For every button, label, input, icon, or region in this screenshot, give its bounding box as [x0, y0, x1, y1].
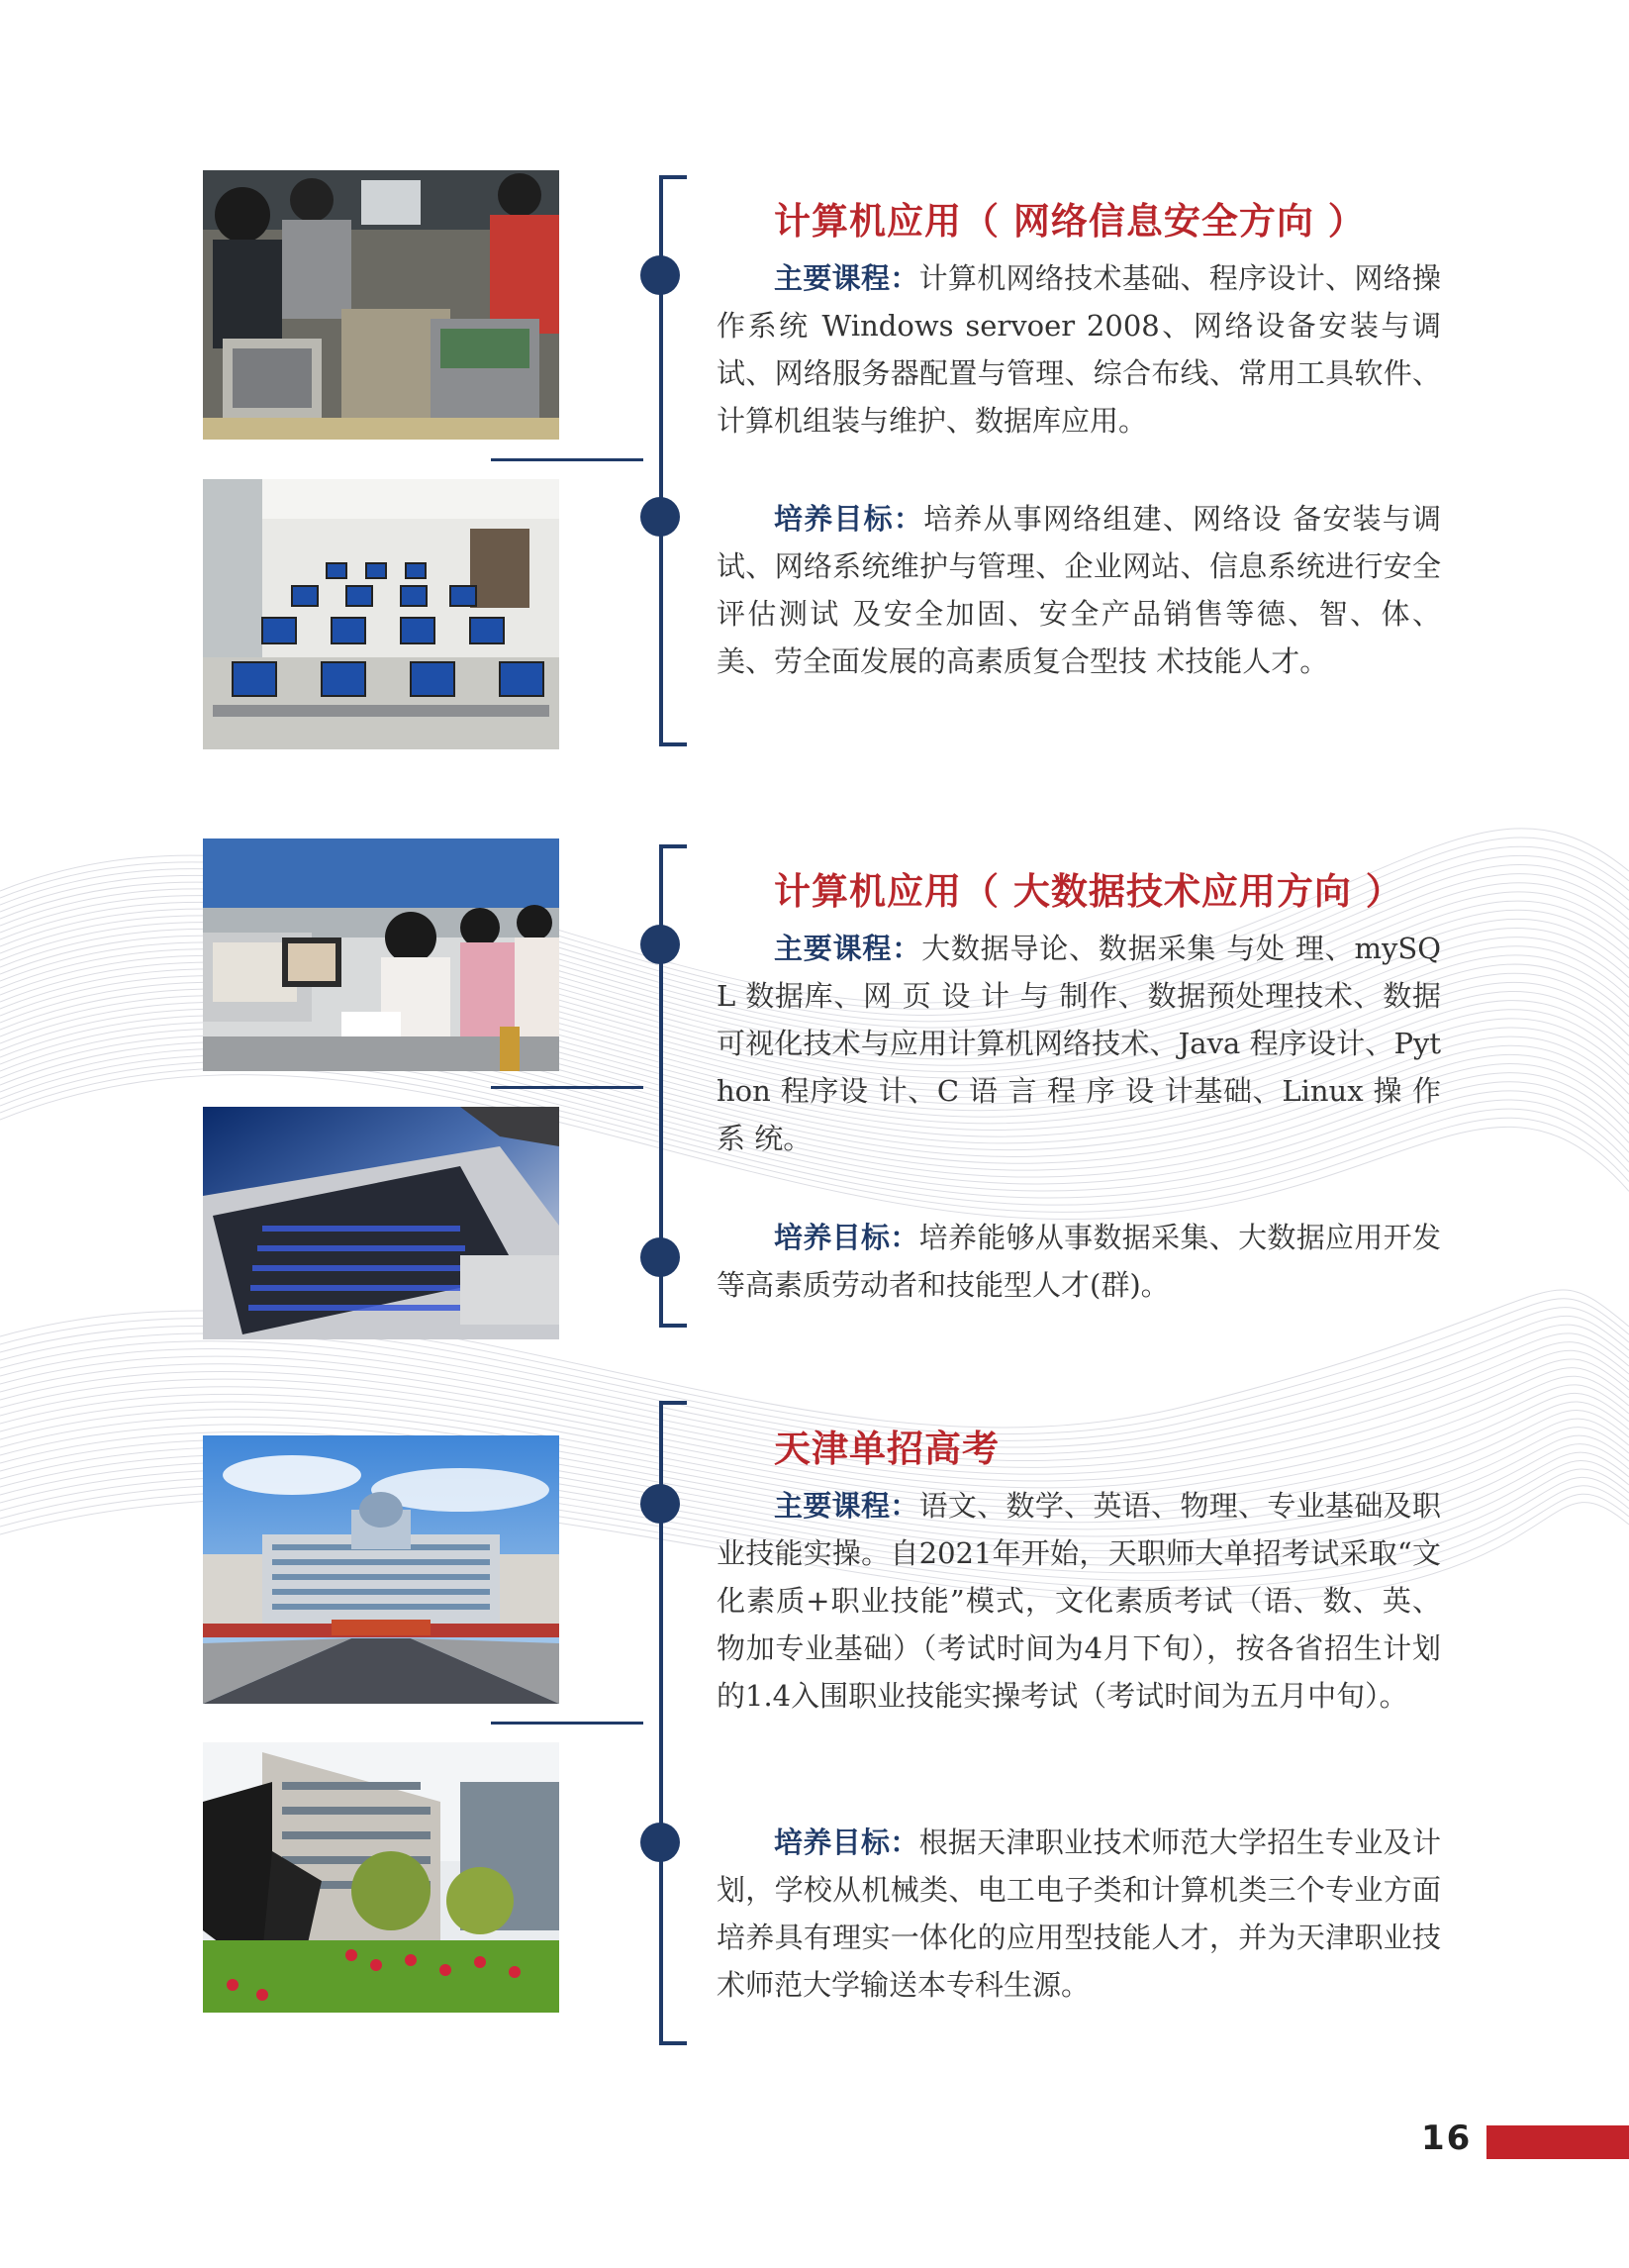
- goal-paragraph: [717, 1819, 1441, 2009]
- courses-text: 计算机网络技术基础、程序设计、网络操作系统 Windows servoer 2008、网络设备安装与调试、网络服务器配置与管理、综合布线、常用工具软件、计算机组装与维护、数据库应用。: [717, 261, 1441, 438]
- goal-text: 培养能够从事数据采集、大数据应用开发等高素质劳动者和技能型人才(群)。: [717, 1221, 1441, 1302]
- photo-campus-building-garden: [203, 1742, 559, 2013]
- goal-text: 根据天津职业技术师范大学招生专业及计划，学校从机械类、电工电子类和计算机类三个专业方面培养具有理实一体化的应用型技能人才，并为天津职业技术师范大学输送本专科生源。: [717, 1825, 1441, 2002]
- courses-text: 语文、数学、英语、物理、专业基础及职业技能实操。自2021年开始，天职师大单招考试采取“文化素质+职业技能”模式，文化素质考试（语、数、英、物加专业基础）（考试时间为4月下旬），按各省招生计划的1.4入围职业技能实操考试（考试时间为五月中旬）。: [717, 1489, 1441, 1713]
- connector-line: [491, 1722, 643, 1725]
- timeline-dot: [640, 497, 680, 537]
- goal-paragraph: [717, 1214, 1441, 1309]
- timeline-dot: [640, 255, 680, 295]
- courses-label: 主要课程：: [774, 261, 919, 295]
- connector-line: [491, 1086, 643, 1089]
- section-title: 计算机应用（ 网络信息安全方向 ）: [774, 200, 1366, 243]
- photo-university-main-building: [203, 1435, 559, 1704]
- courses-label: 主要课程：: [774, 1489, 919, 1523]
- goal-text: 培养从事网络组建、网络设 备安装与调试、网络系统维护与管理、企业网站、信息系统进行安全评估测试 及安全加固、安全产品销售等德、智、体、美、劳全面发展的高素质复合型技 术技能人才。: [717, 502, 1441, 678]
- photo-computer-lab-room: [203, 479, 559, 749]
- photo-laptop-keyboard-data: [203, 1107, 559, 1339]
- timeline-bracket: [659, 175, 689, 746]
- connector-line: [491, 458, 643, 461]
- courses-paragraph: [717, 1482, 1441, 1720]
- timeline-dot: [640, 1237, 680, 1277]
- timeline-bracket: [659, 844, 689, 1328]
- courses-label: 主要课程：: [774, 932, 922, 965]
- section-title: 计算机应用（ 大数据技术应用方向 ）: [774, 870, 1403, 913]
- page-number: 16: [1421, 2119, 1473, 2158]
- timeline-dot: [640, 1823, 680, 1862]
- courses-paragraph: [717, 925, 1441, 1162]
- section-title: 天津单招高考: [774, 1428, 1000, 1470]
- courses-paragraph: [717, 254, 1441, 444]
- timeline-bracket: [659, 1401, 689, 2045]
- timeline-dot: [640, 925, 680, 964]
- goal-paragraph: [717, 495, 1441, 685]
- goal-label: 培养目标：: [774, 1825, 919, 1859]
- goal-label: 培养目标：: [774, 1221, 919, 1254]
- page-number-bar: [1486, 2125, 1629, 2159]
- timeline-dot: [640, 1484, 680, 1524]
- photo-students-at-computers: [203, 838, 559, 1071]
- goal-label: 培养目标：: [774, 502, 924, 536]
- photo-students-assembling-computers: [203, 170, 559, 440]
- courses-text: 大数据导论、数据采集 与处 理、mySQL 数据库、网 页 设 计 与 制作、数据预处理技术、数据可视化技术与应用计算机网络技术、Java 程序设计、Python 程序设 计、C 语 言 程 序 设 计基础、Linux 操 作 系 统。: [717, 932, 1441, 1155]
